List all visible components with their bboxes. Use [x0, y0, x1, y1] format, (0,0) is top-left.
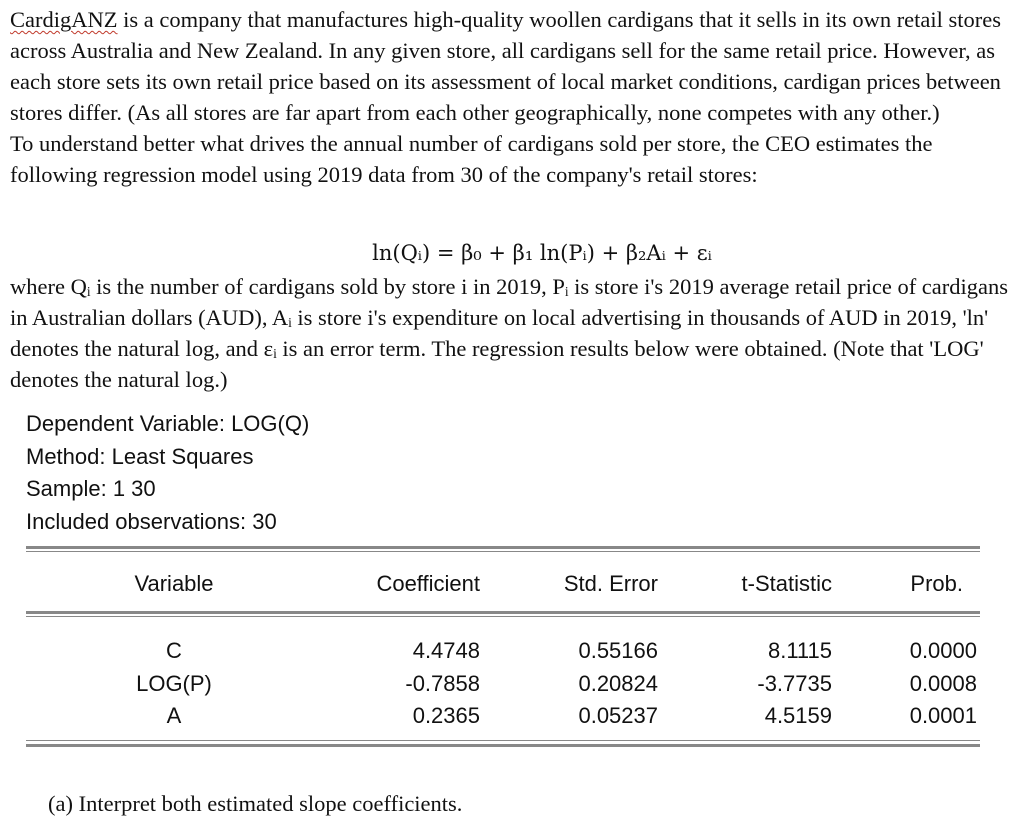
table-row-c-prob: 0.0000 [909, 638, 977, 663]
header-coefficient: Coefficient [376, 571, 480, 596]
header-t-statistic: t-Statistic [741, 571, 832, 596]
table-row-c-std-error: 0.55166 [578, 638, 658, 663]
variable-definitions [10, 271, 1014, 395]
table-row-a-variable: A [166, 703, 182, 728]
header-variable: Variable [134, 571, 214, 596]
observations: Included observations: 30 [26, 508, 277, 534]
table-row-logp-std-error: 0.20824 [578, 671, 658, 696]
table-row-logp-t-statistic: -3.7735 [757, 671, 832, 696]
header-std-error: Std. Error [563, 571, 658, 596]
dependent-variable: Dependent Variable: LOG(Q) [26, 411, 310, 436]
sample: Sample: 1 30 [26, 476, 156, 501]
table-row-a-t-statistic: 4.5159 [764, 703, 832, 728]
variable-definitions-text: where Qᵢ is the number of cardigans sold by store i in 2019, Pᵢ is store i's 2019 average retail price of cardigans in Australian dollars (AUD), Aᵢ is store i's expenditure on local advertising in thousands of AUD in 2019, 'ln' denotes the natural log, and εᵢ is an error term. The regression results below were obtained. (Note that 'LOG' denotes the natural log.) [10, 274, 1009, 392]
table-row-logp-coefficient: -0.7858 [405, 671, 480, 696]
header-bottom-rule [26, 611, 980, 614]
question-a: (a) Interpret both estimated slope coefficients. [48, 791, 463, 816]
header-bottom-rule-2 [26, 616, 980, 617]
table-row-a-std-error: 0.05237 [578, 703, 658, 728]
table-row-logp-variable: LOG(P) [136, 671, 212, 696]
header-prob: Prob. [910, 571, 963, 596]
table-bottom-rule-2 [26, 744, 980, 747]
table-top-rule [26, 546, 980, 549]
regression-equation: ln(Qᵢ) = β₀ + β₁ ln(Pᵢ) + β₂Aᵢ + εᵢ [372, 241, 712, 265]
problem-intro [10, 4, 1010, 190]
table-row-a-prob: 0.0001 [909, 703, 977, 728]
intro-paragraph-1-text: is a company that manufactures high-quality woollen cardigans that it sells in its own retail stores across Australia and New Zealand. In any given store, all cardigans sell for the same retail price. However, as each store sets its own retail price based on its assessment of local market conditions, cardigan prices between stores differ. (As all stores are far apart from each other geographically, none competes with any other.) [10, 7, 1002, 125]
table-row-c-variable: C [166, 638, 182, 663]
intro-paragraph-1 [10, 4, 1010, 128]
table-bottom-rule [26, 740, 980, 741]
table-row-c-coefficient: 4.4748 [412, 638, 480, 663]
intro-paragraph-2: To understand better what drives the annual number of cardigans sold per store, the CEO estimates the following regression model using 2019 data from 30 of the company's retail stores: [10, 131, 933, 187]
regression-meta [26, 408, 309, 538]
table-row-logp-prob: 0.0008 [909, 671, 977, 696]
company-name: CardigANZ [10, 7, 118, 32]
table-row-a-coefficient: 0.2365 [412, 703, 480, 728]
table-top-rule-2 [26, 551, 980, 552]
method: Method: Least Squares [26, 443, 254, 469]
table-row-c-t-statistic: 8.1115 [767, 638, 832, 663]
